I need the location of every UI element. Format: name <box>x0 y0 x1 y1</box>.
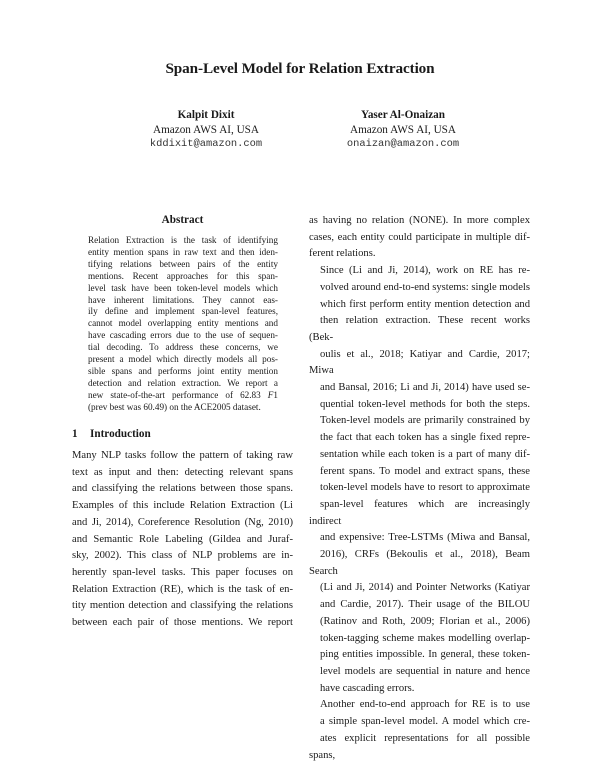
text-line: Another end-to-end approach for RE is to use <box>320 699 530 711</box>
paragraph <box>309 697 530 764</box>
text-line: and Semantic Role Labeling (Gildea and Juraf- <box>72 533 293 545</box>
section-heading-introduction <box>72 428 151 440</box>
text-line: (prev best was 60.49) on the ACE2005 dataset. <box>88 401 261 412</box>
text-line: have inherent limitations. They cannot eas- <box>88 294 278 305</box>
text-line: cannot model overlapping entity mentions and <box>88 318 278 329</box>
text-line: entity mention spans in raw text and then iden- <box>88 246 278 257</box>
text-line: Since (Li and Ji, 2014), work on RE has re- <box>320 265 530 277</box>
text-line: and Ji, 2014), Coreference Resolution (Ng, 2010) <box>72 516 293 528</box>
author-email: kddixit@amazon.com <box>149 138 263 150</box>
text-line: span-level features which are increasingly indirect <box>309 498 530 527</box>
text-line: detection and relation extraction. We report a <box>88 377 278 388</box>
text-line: (Ratinov and Roth, 2009; Florian et al., 2006) <box>320 615 530 627</box>
abstract-heading: Abstract <box>161 214 204 226</box>
text-line: and Bansal, 2016; Li and Ji, 2014) have used se- <box>320 382 530 394</box>
text-line: new state-of-the-art performance of 62.83 F1 <box>88 389 278 400</box>
text-line: have cascading errors due to the use of sequen- <box>88 330 278 341</box>
text-line: token-tagging scheme makes modelling overlap- <box>320 632 530 644</box>
section-title: Introduction <box>90 428 151 440</box>
text-line: Examples of this include Relation Extraction (Li <box>72 500 293 512</box>
text-line: token-level models have to resort to approximate <box>320 482 530 494</box>
text-line: the fact that each token has a single fixed repre- <box>320 432 530 444</box>
author-block-1 <box>106 108 306 152</box>
text-line: ferent spans. To model and extract spans, these <box>320 465 530 477</box>
text-line: level task have been token-level models which <box>88 282 278 293</box>
text-line: tity mention detection and classifying the relations <box>72 600 293 612</box>
text-line: text as input and then: detecting relevant spans <box>72 466 293 478</box>
text-line: quential token-level methods for both the steps. <box>320 398 530 410</box>
text-line: between each pair of those mentions. We report <box>72 617 293 629</box>
text-line: ily define and implement span-level features, <box>88 306 278 317</box>
text-line: oulis et al., 2018; Katiyar and Cardie, 2017; Miwa <box>309 348 530 377</box>
author-name: Yaser Al-Onaizan <box>360 109 445 121</box>
text-line: tial decoding. To address these concerns, we <box>88 342 278 353</box>
text-line: as having no relation (NONE). In more complex <box>309 215 530 226</box>
paper-title: Span-Level Model for Relation Extraction <box>165 60 435 77</box>
text-line: cases, each entity could participate in multiple dif- <box>309 231 530 243</box>
introduction-left-column <box>72 448 293 632</box>
text-line: and Cardie, 2017). Their usage of the BILOU <box>320 599 530 611</box>
text-line: a simple span-level model. A model which cre- <box>320 716 530 728</box>
text-line: level models are sequential in nature and hence <box>320 665 530 677</box>
text-line: 2016), CRFs (Bekoulis et al., 2018), Beam Search <box>309 549 530 577</box>
author-block-2 <box>303 108 503 152</box>
paragraph <box>309 213 530 263</box>
text-line: Token-level models are primarily constrained by <box>320 415 530 427</box>
text-line: present a model which directly models all pos- <box>88 354 278 365</box>
text-line: volved around end-to-end systems: single models <box>320 281 530 293</box>
text-line: sky, 2002). This class of NLP problems are in- <box>72 550 293 562</box>
text-line: then relation extraction. These recent works (Bek- <box>309 315 530 343</box>
text-line: and classifying the relations between those spans. <box>72 483 293 495</box>
text-line: mentions. Recent approaches for this span- <box>88 270 278 281</box>
section-number: 1 <box>72 428 78 440</box>
author-affiliation: Amazon AWS AI, USA <box>152 123 259 136</box>
text-line: ping entities impossible. In general, these token- <box>320 649 530 661</box>
introduction-right-column <box>309 213 530 764</box>
text-line: have cascading errors. <box>320 682 415 694</box>
text-line: sible spans and performs joint entity mention <box>88 365 278 376</box>
text-line: (Li and Ji, 2014) and Pointer Networks (Katiyar <box>320 582 530 594</box>
text-line: and expensive: Tree-LSTMs (Miwa and Bansal, <box>320 532 530 544</box>
paragraph <box>309 263 530 697</box>
text-line: sentation while each token is a part of many dif- <box>320 448 530 460</box>
text-line: Relation Extraction (RE), which is the task of en- <box>72 583 293 595</box>
text-line: tifying relations between pairs of the entity <box>88 258 278 269</box>
text-line: ferent relations. <box>309 248 376 260</box>
text-line: ates explicit representations for all possible spans, <box>309 732 530 761</box>
text-line: which first perform entity mention detection and <box>320 298 530 310</box>
author-email: onaizan@amazon.com <box>346 138 460 150</box>
text-line: Relation Extraction is the task of identifying <box>88 235 278 245</box>
abstract-body <box>88 235 278 414</box>
text-line: Many NLP tasks follow the pattern of taking raw <box>72 450 293 461</box>
author-affiliation: Amazon AWS AI, USA <box>349 123 456 136</box>
text-line: herently span-level tasks. This paper focuses on <box>72 566 293 578</box>
author-name: Kalpit Dixit <box>177 109 235 121</box>
